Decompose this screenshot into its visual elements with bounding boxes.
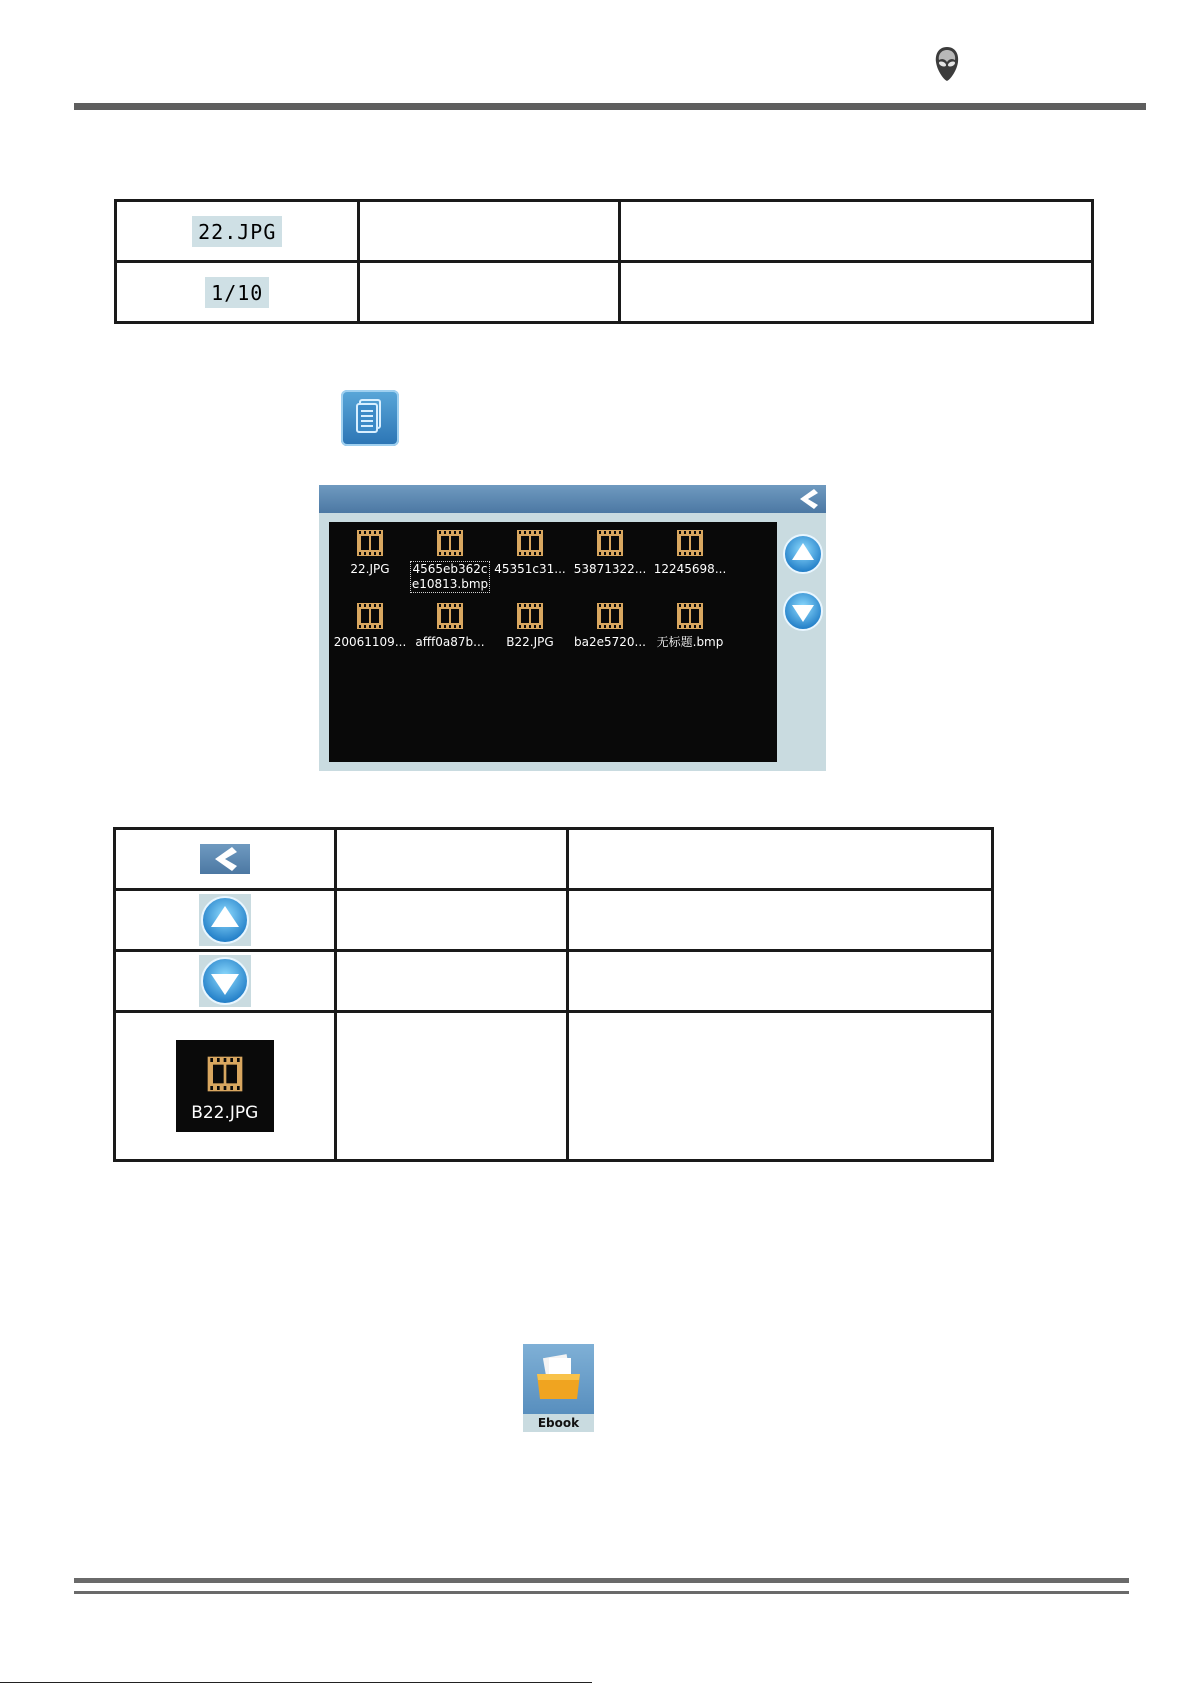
arrow-down-icon [199, 955, 251, 1007]
table-cell [567, 1012, 992, 1161]
film-icon [515, 528, 545, 558]
file-name: afff0a87b... [415, 635, 485, 649]
file-item[interactable] [330, 528, 410, 577]
file-name: 12245698... [653, 562, 727, 576]
table-cell [567, 951, 992, 1012]
table-row [115, 951, 993, 1012]
file-item-example [176, 1040, 274, 1132]
file-name: B22.JPG [191, 1103, 259, 1123]
table-cell [335, 1012, 567, 1161]
document-list-icon [341, 390, 399, 446]
arrow-up-icon[interactable] [782, 533, 824, 575]
icon-cell [115, 951, 336, 1012]
film-icon [435, 601, 465, 631]
file-item[interactable] [650, 601, 730, 650]
film-icon [515, 601, 545, 631]
file-item[interactable] [570, 601, 650, 650]
footer-rule [74, 1591, 1129, 1594]
back-chevron-icon[interactable] [792, 487, 822, 511]
arrow-down-icon[interactable] [782, 590, 824, 632]
file-name: ba2e5720... [574, 635, 646, 649]
file-grid [329, 522, 777, 762]
file-item[interactable] [490, 601, 570, 650]
film-icon [675, 528, 705, 558]
table-cell [359, 201, 619, 262]
table-cell [335, 829, 567, 890]
table-row [115, 829, 993, 890]
film-icon [595, 528, 625, 558]
alien-head-icon [934, 46, 960, 82]
file-name: 45351c31... [494, 562, 566, 576]
file-name: B22.JPG [506, 635, 554, 649]
icon-cell [115, 1012, 336, 1161]
table-cell [619, 262, 1092, 323]
file-name: 4565eb362ce10813.bmp [411, 562, 489, 591]
file-name: 53871322... [573, 562, 647, 576]
table-cell [619, 201, 1092, 262]
table-cell [567, 890, 992, 951]
page-counter-indicator: 1/10 [205, 277, 269, 308]
footer-rule [74, 1578, 1129, 1583]
table-cell [335, 890, 567, 951]
file-name: 20061109... [333, 635, 407, 649]
icon-cell [116, 262, 359, 323]
film-icon [435, 528, 465, 558]
table-row [116, 262, 1093, 323]
table-cell [567, 829, 992, 890]
browser-title-bar [319, 485, 826, 513]
ebook-label: Ebook [523, 1414, 594, 1432]
file-name: 22.JPG [350, 562, 390, 576]
table-cell [359, 262, 619, 323]
status-table [114, 199, 1094, 324]
ebook-button[interactable] [523, 1344, 594, 1432]
icon-cell [115, 829, 336, 890]
table-cell [335, 951, 567, 1012]
file-browser-window [319, 485, 826, 771]
header-rule [74, 103, 1146, 110]
file-item[interactable] [410, 601, 490, 650]
film-icon [355, 528, 385, 558]
table-row [115, 1012, 993, 1161]
film-icon [205, 1054, 245, 1094]
file-item-selected[interactable] [410, 528, 490, 592]
arrow-up-icon [199, 894, 251, 946]
file-item[interactable] [330, 601, 410, 650]
back-chevron-icon [200, 844, 250, 874]
icon-cell [116, 201, 359, 262]
icon-cell [115, 890, 336, 951]
film-icon [355, 601, 385, 631]
file-item[interactable] [570, 528, 650, 577]
film-icon [675, 601, 705, 631]
folder-icon [523, 1344, 594, 1414]
file-name: 无标题.bmp [656, 635, 724, 649]
table-row [116, 201, 1093, 262]
page-edge-line [0, 1682, 592, 1683]
film-icon [595, 601, 625, 631]
table-row [115, 890, 993, 951]
file-item[interactable] [490, 528, 570, 577]
file-item[interactable] [650, 528, 730, 577]
icons-table [113, 827, 994, 1162]
filename-indicator: 22.JPG [192, 216, 282, 247]
